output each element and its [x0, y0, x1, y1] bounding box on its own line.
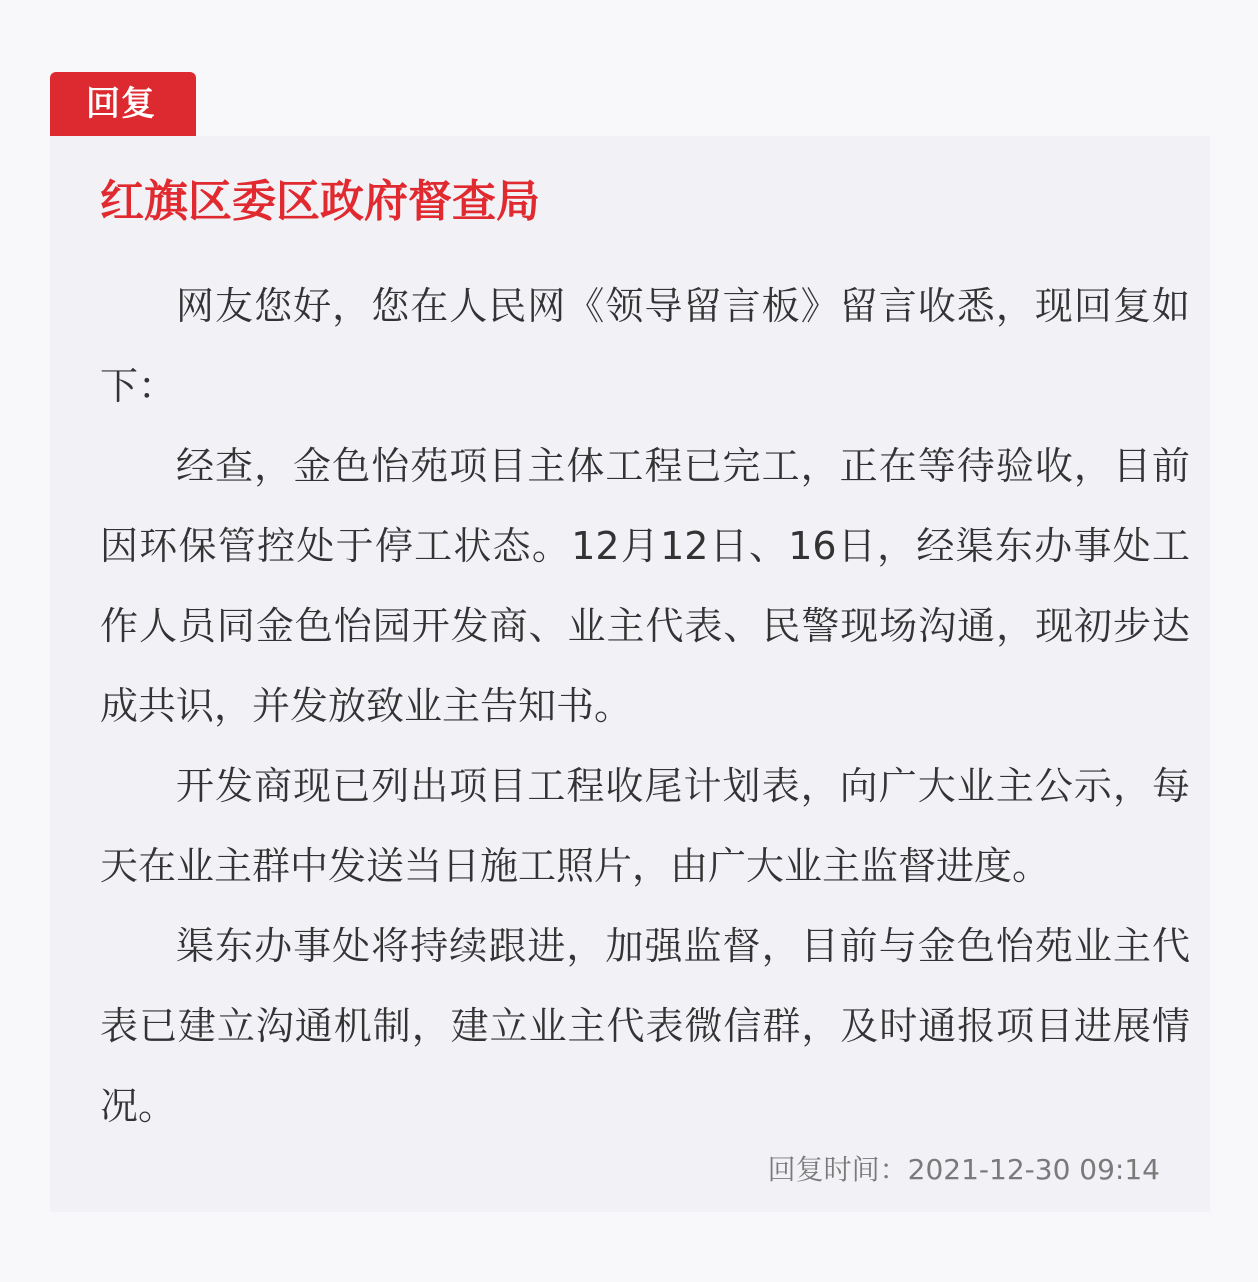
reply-paragraph: 经查，金色怡苑项目主体工程已完工，正在等待验收，目前因环保管控处于停工状态。12月12日、16日，经渠东办事处工作人员同金色怡园开发商、业主代表、民警现场沟通，现初步达成共识，并发放致业主告知书。 [100, 444, 1190, 728]
reply-tab: 回复 [50, 72, 196, 136]
reply-paragraph: 开发商现已列出项目工程收尾计划表，向广大业主公示，每天在业主群中发送当日施工照片，由广大业主监督进度。 [100, 764, 1190, 888]
reply-body [100, 266, 1190, 1146]
reply-time: 回复时间：2021-12-30 09:14 [767, 1153, 1160, 1186]
reply-paragraph: 渠东办事处将持续跟进，加强监督，目前与金色怡苑业主代表已建立沟通机制，建立业主代表微信群，及时通报项目进展情况。 [100, 924, 1190, 1128]
reply-paragraph: 网友您好，您在人民网《领导留言板》留言收悉，现回复如下： [100, 284, 1190, 408]
org-title: 红旗区委区政府督查局 [100, 176, 540, 227]
reply-card [50, 136, 1210, 1212]
